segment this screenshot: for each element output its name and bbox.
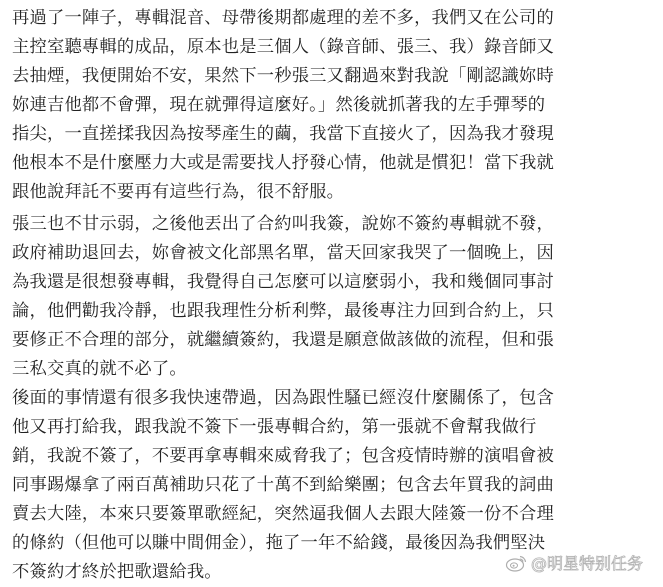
text-line: 他根本不是什麼壓力大或是需要找人抒發心情，他就是慣犯！當下我就 [12, 153, 554, 173]
text-line: 再過了一陣子，專輯混音、母帶後期都處理的差不多，我們又在公司的 [12, 8, 554, 28]
text-line: 張三也不甘示弱，之後他丟出了合約叫我簽，說妳不簽約專輯就不發， [12, 214, 554, 234]
text-line: 他又再打給我，跟我說不簽下一張專輯合約，第一張就不會幫我做行 [12, 417, 537, 437]
text-line: 為我還是很想發專輯，我覺得自己怎麼可以這麼弱小，我和幾個同事討 [12, 272, 554, 292]
text-line: 論，他們勸我冷靜，也跟我理性分析利弊，最後專注力回到合約上，只 [12, 301, 554, 321]
text-line: 不簽約才終於把歌還給我。 [12, 562, 222, 582]
text-line: 主控室聽專輯的成品，原本也是三個人（錄音師、張三、我）錄音師又 [12, 37, 554, 57]
text-line: 去抽煙，我便開始不安，果然下一秒張三又翻過來對我說「剛認識妳時 [12, 66, 554, 86]
text-line: 政府補助退回去，妳會被文化部黑名單，當天回家我哭了一個晚上，因 [12, 243, 554, 263]
text-line: 同事踢爆拿了兩百萬補助只花了十萬不到給樂團；包含去年買我的詞曲 [12, 475, 554, 495]
weibo-logo-icon [505, 554, 527, 572]
paragraph-2 [12, 210, 652, 384]
text-line: 後面的事情還有很多我快速帶過，因為跟性騷已經沒什麼關係了，包含 [12, 388, 554, 408]
text-line: 賣去大陸，本來只要簽單歌經紀，突然逼我個人去跟大陸簽一份不合理 [12, 504, 554, 524]
text-line: 跟他說拜託不要再有這些行為，很不舒服。 [12, 182, 345, 202]
text-line: 銷，我說不簽了，不要再拿專輯來威脅我了；包含疫情時辦的演唱會被 [12, 446, 554, 466]
text-line: 要修正不合理的部分，就繼續簽約，我還是願意做該做的流程，但和張 [12, 330, 554, 350]
paragraph-1 [12, 4, 652, 207]
watermark-text: @明星特别任务 [530, 554, 643, 573]
text-line: 三私交真的就不必了。 [12, 359, 187, 379]
watermark [505, 551, 643, 574]
text-line: 指尖，一直搓揉我因為按琴產生的繭，我當下直接火了，因為我才發現 [12, 124, 554, 144]
text-line: 的條約（但他可以賺中間佣金），拖了一年不給錢，最後因為我們堅決 [12, 533, 546, 553]
text-line: 妳連吉他都不會彈，現在就彈得這麼好。」然後就抓著我的左手彈琴的 [12, 95, 546, 115]
